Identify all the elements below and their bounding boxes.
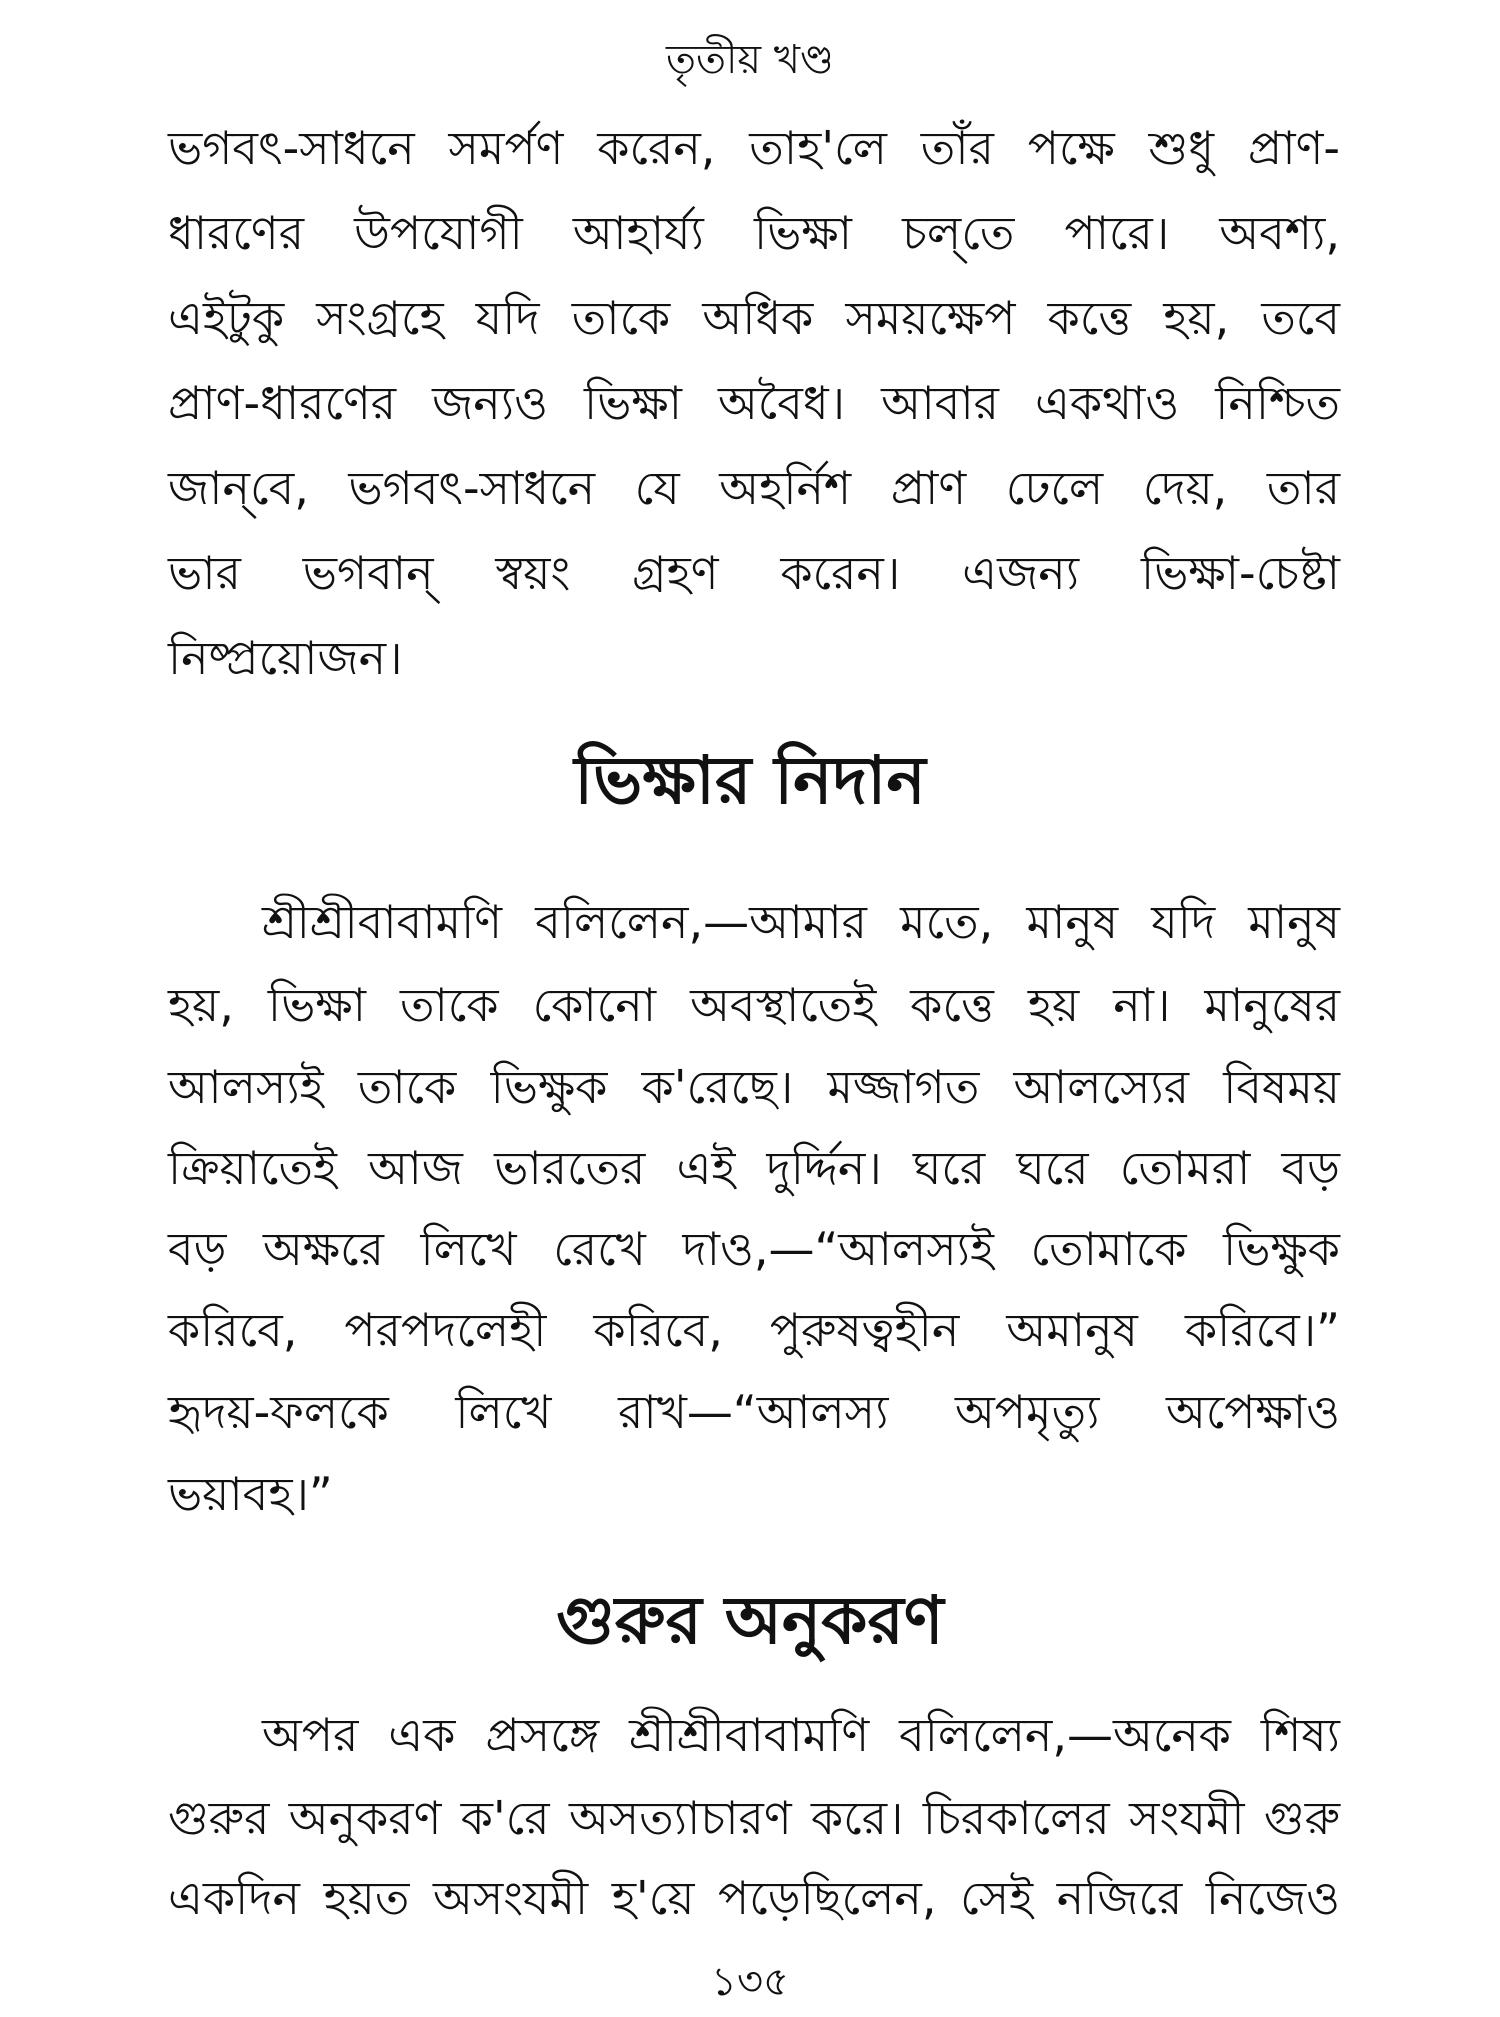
text-line: জান্‌বে, ভগবৎ-সাধনে যে অহর্নিশ প্রাণ ঢেলে দেয়, তার <box>168 461 1340 515</box>
text-line: হয়, ভিক্ষা তাকে কোনো অবস্থাতেই কত্তে হয় না। মানুষের <box>168 978 1340 1032</box>
text-line: ভগবৎ-সাধনে সমর্পণ করেন, তাহ'লে তাঁর পক্ষে শুধু প্রাণ- <box>168 121 1340 175</box>
text-line: গুরুর অনুকরণ ক'রে অসত্যাচারণ করে। চিরকালের সংযমী গুরু <box>168 1791 1340 1845</box>
section-heading: গুরুর অনুকরণ <box>556 1582 944 1659</box>
text-line: এইটুকু সংগ্রহে যদি তাকে অধিক সময়ক্ষেপ কত্তে হয়, তবে <box>168 291 1340 345</box>
text-line: শ্রীশ্রীবাবামণি বলিলেন,—আমার মতে, মানুষ যদি মানুষ <box>262 895 1340 949</box>
page-number: ১৩৫ <box>711 1959 789 2005</box>
text-line: ভয়াবহ।” <box>168 1467 333 1521</box>
text-line: অপর এক প্রসঙ্গে শ্রীশ্রীবাবামণি বলিলেন,—অনেক শিষ্য <box>262 1708 1340 1762</box>
text-line: ক্রিয়াতেই আজ ভারতের এই দুর্দ্দিন। ঘরে ঘরে তোমরা বড় <box>168 1141 1340 1195</box>
section-heading: ভিক্ষার নিদান <box>574 742 926 819</box>
text-line: করিবে, পরপদলেহী করিবে, পুরুষত্বহীন অমানুষ করিবে।” <box>168 1303 1340 1357</box>
text-line: নিষ্প্রয়োজন। <box>168 631 403 685</box>
text-line: বড় অক্ষরে লিখে রেখে দাও,—“আলস্যই তোমাকে ভিক্ষুক <box>168 1222 1340 1276</box>
text-line: হৃদয়-ফলকে লিখে রাখ—“আলস্য অপমৃত্যু অপেক্ষাও <box>168 1385 1340 1439</box>
running-header: তৃতীয় খণ্ড <box>666 37 834 83</box>
text-line: একদিন হয়ত অসংযমী হ'য়ে পড়েছিলেন, সেই নজিরে নিজেও <box>168 1871 1340 1925</box>
text-line: আলস্যই তাকে ভিক্ষুক ক'রেছে। মজ্জাগত আলস্যের বিষময় <box>168 1060 1340 1114</box>
text-line: ধারণের উপযোগী আহার্য্য ভিক্ষা চল্‌তে পারে। অবশ্য, <box>168 206 1340 260</box>
text-line: ভার ভগবান্‌ স্বয়ং গ্রহণ করেন। এজন্য ভিক্ষা-চেষ্টা <box>168 546 1340 600</box>
text-line: প্রাণ-ধারণের জন্যও ভিক্ষা অবৈধ। আবার একথাও নিশ্চিত <box>168 376 1340 430</box>
